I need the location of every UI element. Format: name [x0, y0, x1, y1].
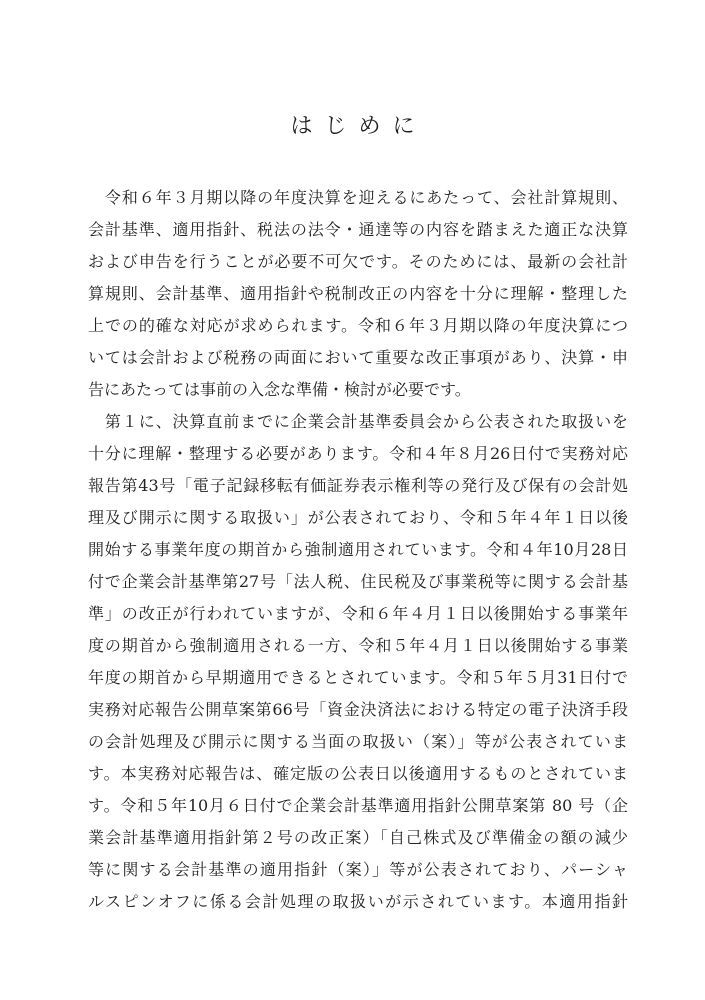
- text-line: す。令和５年10月６日付で企業会計基準適用指針公開草案第 80 号（企: [88, 796, 628, 815]
- text-line: 度の期首から強制適用される一方、令和５年４月１日以後開始する事業: [88, 636, 628, 655]
- text-line: 業会計基準適用指針第２号の改正案）「自己株式及び準備金の額の減少: [88, 828, 628, 847]
- text-line: ルスピンオフに係る会計処理の取扱いが示されています。本適用指針: [88, 892, 628, 911]
- text-line: 報告第43号「電子記録移転有価証券表示権利等の発行及び保有の会計処: [88, 476, 628, 495]
- text-line: いては会計および税務の両面において重要な改正事項があり、決算・申: [88, 348, 628, 367]
- text-line: 第１に、決算直前までに企業会計基準委員会から公表された取扱いを: [88, 412, 628, 431]
- text-line: 算規則、会計基準、適用指針や税制改正の内容を十分に理解・整理した: [88, 284, 628, 303]
- text-line: 理及び開示に関する取扱い」が公表されており、令和５年４年１日以後: [88, 508, 628, 527]
- text-line: および申告を行うことが必要不可欠です。そのためには、最新の会社計: [88, 252, 628, 271]
- text-line: 会計基準、適用指針、税法の法令・通達等の内容を踏まえた適正な決算: [88, 220, 628, 239]
- body-text: [88, 182, 628, 918]
- text-line: す。本実務対応報告は、確定版の公表日以後適用するものとされていま: [88, 764, 628, 783]
- text-line: 付で企業会計基準第27号「法人税、住民税及び事業税等に関する会計基: [88, 572, 628, 591]
- text-line: 十分に理解・整理する必要があります。令和４年８月26日付で実務対応: [88, 444, 628, 463]
- text-line: 令和６年３月期以降の年度決算を迎えるにあたって、会社計算規則、: [88, 188, 628, 207]
- text-line: 等に関する会計基準の適用指針（案）」等が公表されており、パーシャ: [88, 860, 628, 879]
- text-line: 上での的確な対応が求められます。令和６年３月期以降の年度決算につ: [88, 316, 628, 335]
- page-title: はじめに: [290, 114, 427, 139]
- text-line: 開始する事業年度の期首から強制適用されています。令和４年10月28日: [88, 540, 628, 559]
- text-line: の会計処理及び開示に関する当面の取扱い（案）」等が公表されていま: [88, 732, 628, 751]
- text-line: 準」の改正が行われていますが、令和６年４月１日以後開始する事業年: [88, 604, 628, 623]
- text-line: 告にあたっては事前の入念な準備・検討が必要です。: [88, 380, 471, 399]
- text-line: 実務対応報告公開草案第66号「資金決済法における特定の電子決済手段: [88, 700, 628, 719]
- text-line: 年度の期首から早期適用できるとされています。令和５年５月31日付で: [88, 668, 628, 687]
